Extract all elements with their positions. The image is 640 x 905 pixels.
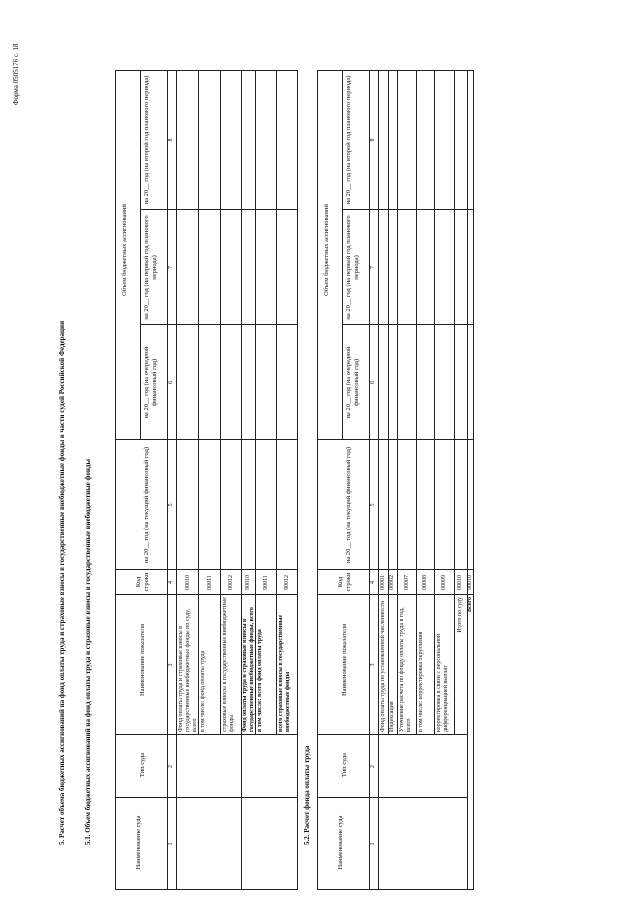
t2-row-2-name: Индексация — [389, 701, 395, 732]
t1-row-3-name: страховые взносы в государственные внебюджетные фонды — [222, 597, 235, 732]
col-num-6: 6 — [168, 381, 174, 384]
t2-header-year-3: на 20__ год (на первый год планового периода) — [345, 215, 360, 320]
col-num-1: 1 — [168, 842, 174, 846]
t2-col-num-6: 6 — [370, 381, 376, 384]
header-court-name: Наименование суда — [135, 815, 142, 870]
t2-row-3-name: Уточнение расчета по фонду оплаты труда в год, всего — [399, 607, 412, 732]
header-year-2: на 20__ год (на очередной финансовый год) — [143, 346, 158, 419]
t1-row-6-name: всего страховые взносы в государственные внебюджетные фонды — [278, 614, 291, 732]
table-payroll-calculation — [317, 70, 474, 890]
t2-col-num-4: 4 — [370, 581, 376, 584]
t2-header-year-1: на 20__ год (на текущий финансовый год) — [345, 446, 352, 564]
t2-header-line-code: Код строки — [337, 572, 352, 592]
header-indicator-name: Наименование показателя — [139, 623, 146, 697]
t1-row-5-name: в том числе: всего фонд оплаты труда — [257, 629, 263, 732]
t2-row-4-code: 00008 — [422, 575, 428, 590]
col-num-7: 7 — [168, 266, 174, 269]
t2-col-num-3: 3 — [370, 663, 376, 667]
t2-col-num-1: 1 — [370, 842, 376, 846]
t2-row-7-name: Всего — [467, 597, 473, 612]
t2-header-budget-volume: Объем бюджетных ассигнований — [323, 204, 330, 296]
header-year-3: на 20__ год (на первый год планового периода) — [143, 215, 158, 320]
col-num-4: 4 — [168, 581, 174, 584]
col-num-2: 2 — [168, 765, 174, 768]
t2-header-year-2: на 20__ год (на очередной финансовый год) — [345, 346, 360, 419]
t1-row-2-code: 00011 — [207, 575, 213, 590]
col-num-5: 5 — [168, 503, 174, 507]
header-court-type: Тип суда — [139, 752, 146, 778]
table-budget-volume — [115, 70, 298, 890]
t2-header-court-type: Тип суда — [341, 752, 348, 778]
t2-row-6-name: Итого по суду — [457, 597, 463, 633]
t2-header-year-4: на 20__ год (на второй год планового периода) — [345, 75, 352, 205]
t1-row-4-name: Фонд оплаты труда и страховые взносы в государственные внебюджетные фонды, всего — [242, 607, 255, 732]
t2-row-3-code: 00007 — [404, 575, 410, 590]
form-code: Форма 0505176 с. 18 — [12, 43, 20, 105]
t1-row-3-code: 00012 — [228, 575, 234, 590]
t2-row-7-code: 90010 — [467, 575, 473, 590]
t1-row-6-code: 90012 — [284, 575, 290, 590]
t1-row-1-code: 00010 — [185, 575, 191, 590]
t1-row-1-name: Фонд оплаты труда и страховые взносы в государственные внебюджетные фонды по суду, всего — [178, 608, 198, 732]
t1-row-4-code: 90010 — [245, 575, 251, 590]
section-title: 5. Расчет объема бюджетных ассигнований на фонд оплаты труда и страховые взносы в государственные внебюджетные фонды в части судей Российской Федерации — [58, 320, 66, 845]
col-num-8: 8 — [168, 138, 174, 142]
subsection-1-title: 5.1. Объем бюджетных ассигнований на фонд оплаты труда и страховые взносы в государственные внебюджетные фонды — [84, 459, 92, 845]
col-num-3: 3 — [168, 663, 174, 667]
t1-row-2-name: в том числе: фонд оплаты труда — [200, 650, 206, 732]
t2-row-5-code: 00009 — [441, 575, 447, 590]
t2-row-4-name: в том числе: корректировка округления — [418, 631, 424, 732]
t2-col-num-2: 2 — [370, 765, 376, 768]
t2-row-1-code: 00001 — [380, 575, 386, 590]
t2-row-6-code: 00010 — [457, 575, 463, 590]
t2-row-2-code: 00002 — [389, 575, 395, 590]
header-year-4: на 20__ год (на второй год планового периода) — [143, 75, 150, 205]
t2-col-num-5: 5 — [370, 503, 376, 507]
t2-header-indicator-name: Наименование показателя — [341, 623, 348, 697]
t2-header-court-name: Наименование суда — [337, 815, 344, 870]
header-budget-volume: Объем бюджетных ассигнований — [121, 204, 128, 296]
subsection-2-title: 5.2. Расчет фонда оплаты труда — [303, 745, 311, 845]
t1-row-5-code: 90011 — [263, 575, 269, 590]
t2-col-num-7: 7 — [370, 266, 376, 269]
header-year-1: на 20__ год (на текущий финансовый год) — [143, 446, 150, 564]
t2-col-num-8: 8 — [370, 138, 376, 142]
header-line-code: Код строки — [135, 572, 150, 592]
t2-row-1-name: Фонд оплаты труда по установленной численности — [380, 601, 386, 732]
t2-row-5-name: корректировка в связи с персональной дифференциацией выплат — [436, 633, 449, 732]
